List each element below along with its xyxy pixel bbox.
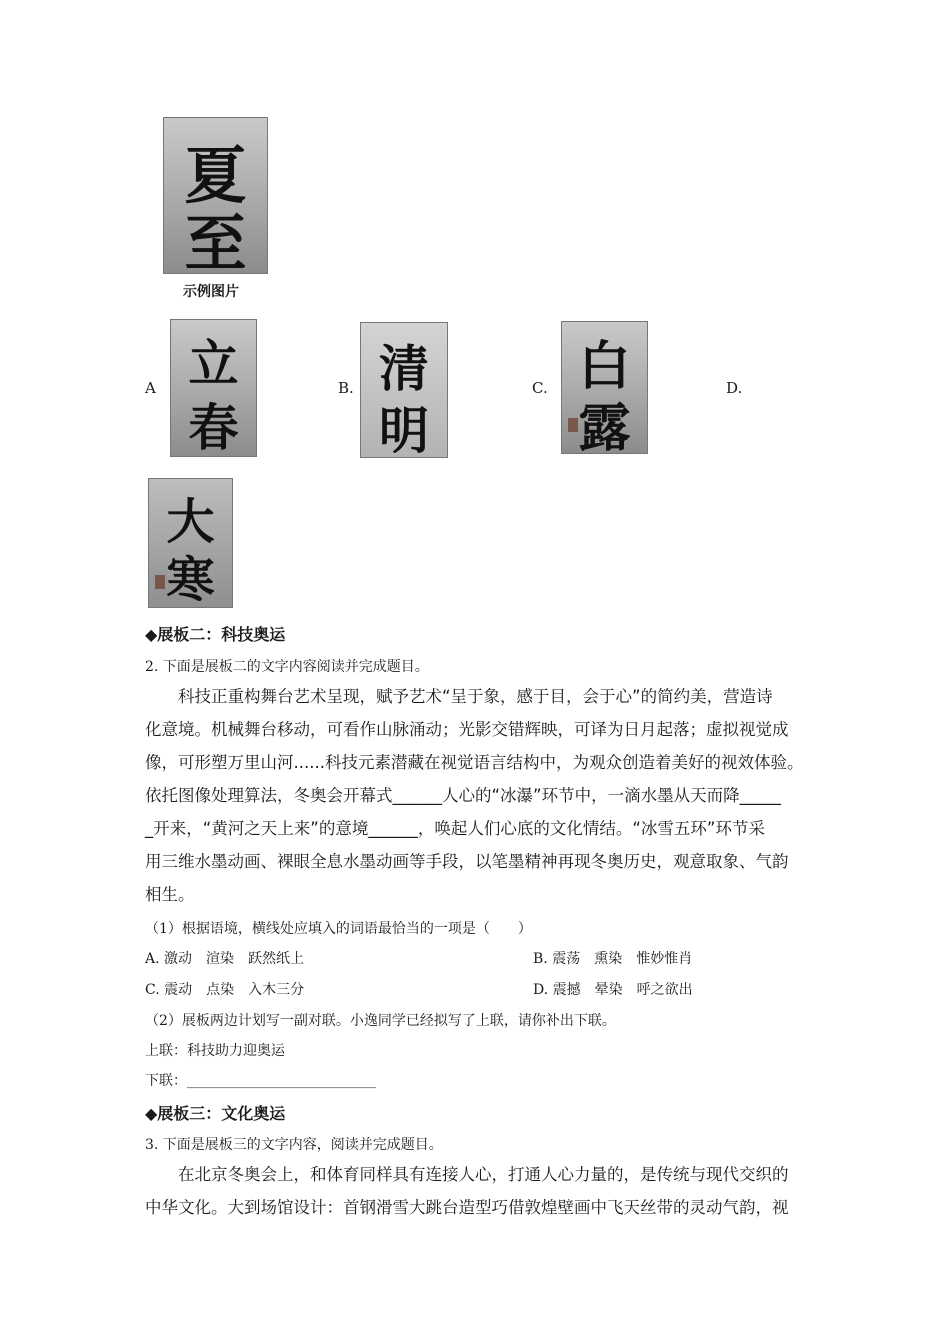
example-glyph-top: 夏 (184, 139, 247, 212)
option-c-glyph-top: 白 (578, 336, 631, 397)
option-a-label: A (145, 379, 156, 397)
couplet-upper: 上联：科技助力迎奥运 (145, 1043, 285, 1059)
option-b-glyph-bottom: 明 (379, 401, 429, 458)
choice-letter: B. (533, 951, 548, 967)
option-d-seal (155, 575, 165, 589)
section3-question: 3. 下面是展板三的文字内容，阅读并完成题目。 (145, 1137, 443, 1153)
option-a-glyph-bottom: 春 (188, 398, 239, 457)
choice-letter: A. (145, 951, 160, 967)
sub-question-1: （1）根据语境，横线处应填入的词语最恰当的一项是（ ） (145, 921, 532, 937)
couplet-lower: 下联：___________________________ (145, 1073, 376, 1089)
example-image (163, 117, 268, 274)
passage-line: 科技正重构舞台艺术呈现，赋予艺术“呈于象，感于目，会于心”的简约美，营造诗 (178, 687, 773, 706)
option-d-glyph-top: 大 (166, 494, 215, 550)
example-caption: 示例图片 (183, 284, 239, 300)
option-c-label: C. (532, 379, 548, 397)
option-a-image (170, 319, 257, 457)
choice-text: 震动 点染 入木三分 (164, 982, 305, 998)
section3-passage (145, 1158, 815, 1224)
option-d-label: D. (726, 379, 743, 397)
passage-line: 像，可形塑万里山河......科技元素潜藏在视觉语言结构中，为观众创造着美好的视效体验。 (145, 753, 804, 772)
example-glyph-bottom: 至 (184, 207, 247, 274)
section2-question: 2. 下面是展板二的文字内容阅读并完成题目。 (145, 659, 429, 675)
option-c-seal (568, 418, 578, 432)
passage-line: 相生。 (145, 885, 195, 904)
passage-line: 用三维水墨动画、裸眼全息水墨动画等手段，以笔墨精神再现冬奥历史，观意取象、气韵 (145, 852, 789, 871)
passage-line: 化意境。机械舞台移动，可看作山脉涌动；光影交错辉映，可译为日月起落；虚拟视觉成 (145, 720, 789, 739)
choice-text: 震撼 晕染 呼之欲出 (552, 982, 693, 998)
passage-line: 中华文化。大到场馆设计：首钢滑雪大跳台造型巧借敦煌壁画中飞天丝带的灵动气韵，视 (145, 1198, 789, 1217)
option-d-glyph-bottom: 寒 (166, 552, 215, 608)
option-b-image (360, 322, 448, 458)
section2-passage (145, 680, 815, 911)
choice-text: 激动 渲染 跃然纸上 (164, 951, 305, 967)
option-c-image (561, 321, 648, 454)
option-a-glyph-top: 立 (188, 334, 239, 393)
passage-line: 依托图像处理算法，冬奥会开幕式______人心的“冰瀑”环节中，一滴水墨从天而降_____ (145, 786, 781, 805)
option-b-label: B. (338, 379, 354, 397)
choice-letter: D. (533, 982, 549, 998)
section2-heading: ◆展板二：科技奥运 (145, 625, 286, 644)
option-b-glyph-top: 清 (379, 339, 429, 398)
section3-heading: ◆展板三：文化奥运 (145, 1104, 286, 1123)
option-d-image (148, 478, 233, 608)
option-c-glyph-bottom: 露 (578, 398, 631, 454)
sub-question-2: （2）展板两边计划写一副对联。小逸同学已经拟写了上联，请你补出下联。 (145, 1013, 616, 1029)
choice-letter: C. (145, 982, 160, 998)
choice-d (533, 979, 693, 999)
choice-c (145, 979, 304, 999)
choice-text: 震荡 熏染 惟妙惟肖 (552, 951, 693, 967)
passage-line: 在北京冬奥会上，和体育同样具有连接人心，打通人心力量的，是传统与现代交织的 (178, 1165, 789, 1184)
choice-a (145, 948, 304, 968)
choice-b (533, 948, 692, 968)
passage-line: _开来，“黄河之天上来”的意境______，唤起人们心底的文化情结。“冰雪五环”环节采 (145, 819, 765, 838)
